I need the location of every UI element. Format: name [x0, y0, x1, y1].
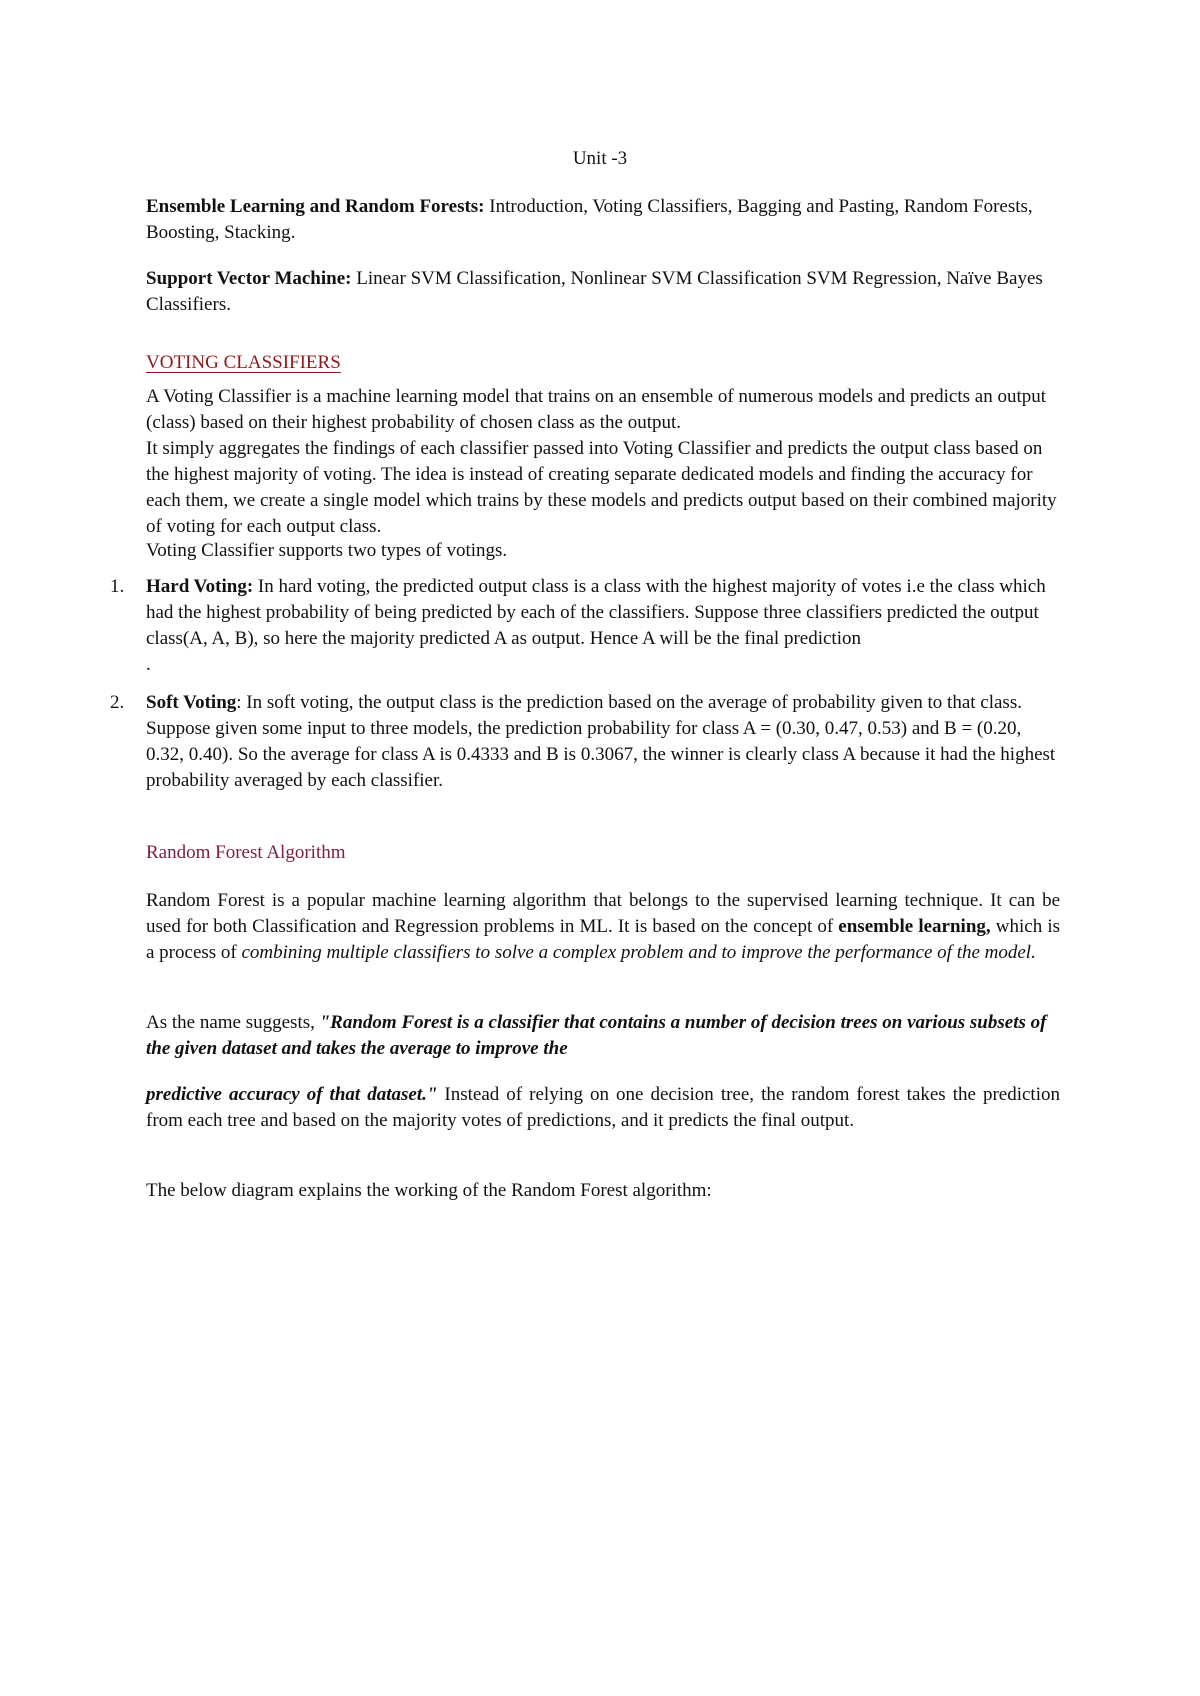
svm-label: Support Vector Machine:	[146, 268, 352, 289]
voting-para2: Voting Classifier supports two types of votings.	[146, 540, 508, 561]
list-item-hard-voting	[146, 574, 1060, 678]
rf-para3	[146, 1082, 1060, 1134]
rf-para2-bold-italic: "Random Forest is a classifier that contains a number of decision trees on various subsets of the given dataset and takes the average to improve the	[146, 1012, 1047, 1059]
soft-voting-text: : In soft voting, the output class is the prediction based on the average of probability given to that class. Suppose given some input to three models, the prediction probability for class A = (0.30, 0.47, 0.53) and B = (0.20, 0.32, 0.40). So the average for class A is 0.4333 and B is 0.3067, the winner is clearly class A because it had the highest probability averaged by each classifier.	[146, 692, 1056, 791]
hard-voting-text: In hard voting, the predicted output class is a class with the highest majority of votes i.e the class which had the highest probability of being predicted by each of the classifiers. Suppose three classifiers predicted the output class(A, A, B), so here the majority predicted A as output. Hence A will be the final prediction	[146, 576, 1046, 649]
rf-para1-italic: combining multiple classifiers to solve a complex problem and to improve the performance of the model.	[241, 942, 1036, 963]
ensemble-label: Ensemble Learning and Random Forests:	[146, 196, 485, 217]
rf-para1-bold: ensemble learning,	[838, 916, 991, 937]
rf-para1-b: which is a process of	[146, 916, 1060, 963]
voting-para1-line1: A Voting Classifier is a machine learning model that trains on an ensemble of numerous models and predicts an output (class) based on their highest probability of chosen class as the output.	[146, 386, 1047, 433]
rf-para1-a: Random Forest is a popular machine learning algorithm that belongs to the supervised learning technique. It can be used for both Classification and Regression problems in ML. It is based on the concept of	[146, 890, 1060, 937]
unit-title: Unit -3	[572, 148, 628, 169]
rf-para3-bold-italic: predictive accuracy of that dataset."	[146, 1084, 438, 1105]
list-number-2: 2.	[110, 692, 125, 713]
rf-para2	[146, 1010, 1060, 1062]
rf-para1	[146, 888, 1060, 966]
voting-para1-line2: It simply aggregates the findings of each classifier passed into Voting Classifier and predicts the output class based on the highest majority of voting. The idea is instead of creating separate dedicated models and finding the accuracy for each them, we create a single model which trains by these models and predicts output based on their combined majority of voting for each output class.	[146, 438, 1057, 537]
rf-para4: The below diagram explains the working of the Random Forest algorithm:	[146, 1180, 712, 1201]
soft-voting-label: Soft Voting	[146, 692, 237, 713]
list-item-soft-voting	[146, 690, 1060, 794]
svm-text: Linear SVM Classification, Nonlinear SVM Classification SVM Regression, Naïve Bayes Classifiers.	[146, 268, 1043, 315]
list-number-1: 1.	[110, 576, 125, 597]
syllabus-svm	[146, 266, 1060, 318]
rf-para2-a: As the name suggests,	[146, 1012, 320, 1033]
voting-heading: VOTING CLASSIFIERS	[146, 352, 341, 373]
syllabus-ensemble	[146, 194, 1060, 246]
voting-para1	[146, 384, 1060, 540]
rf-para3-text: Instead of relying on one decision tree, the random forest takes the prediction from each tree and based on the majority votes of predictions, and it predicts the final output.	[146, 1084, 1060, 1131]
random-forest-heading: Random Forest Algorithm	[146, 842, 346, 863]
ensemble-text: Introduction, Voting Classifiers, Bagging and Pasting, Random Forests, Boosting, Stacking.	[146, 196, 1033, 243]
hard-voting-label: Hard Voting:	[146, 576, 254, 597]
hard-voting-trailing: .	[146, 654, 151, 675]
